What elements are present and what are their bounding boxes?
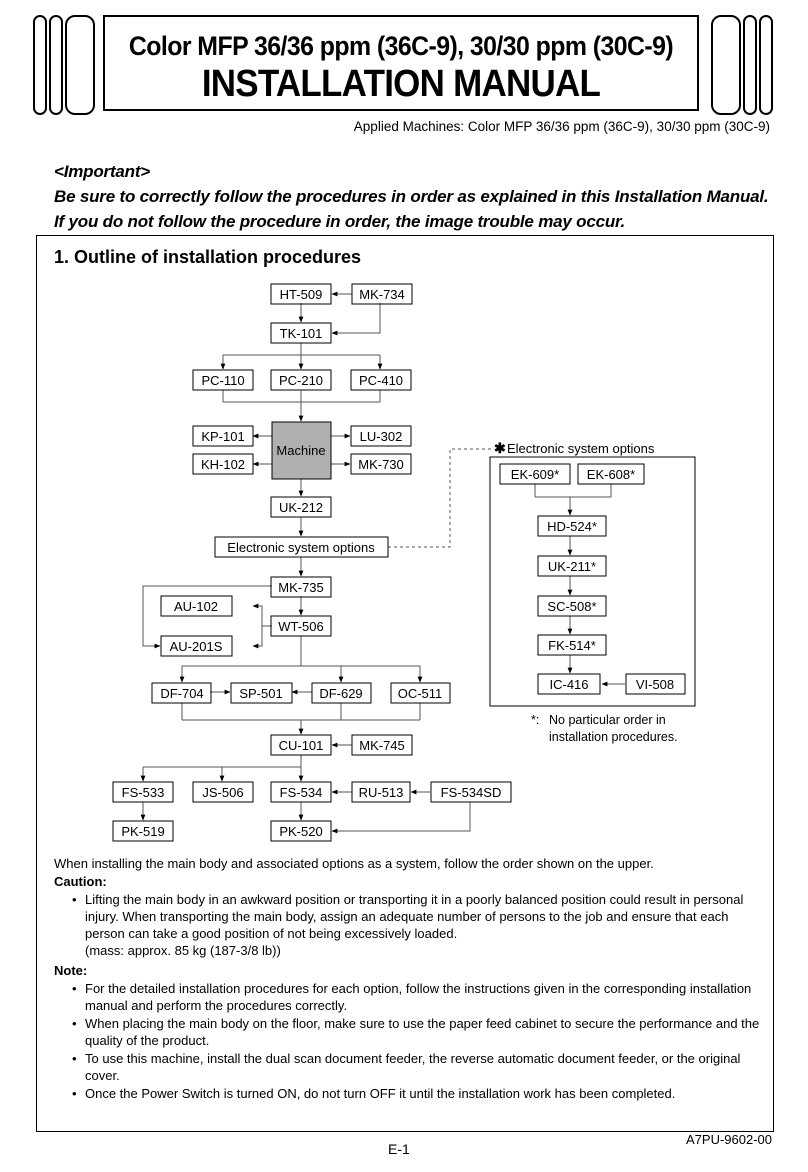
document-code: A7PU-9602-00 <box>686 1132 772 1147</box>
box-js-506: JS-506 <box>202 785 244 800</box>
box-kp-101: KP-101 <box>201 429 245 444</box>
box-tk-101: TK-101 <box>279 326 323 341</box>
box-oc-511: OC-511 <box>397 686 443 701</box>
box-ru-513: RU-513 <box>358 785 404 800</box>
box-mk-745: MK-745 <box>359 738 405 753</box>
important-heading: <Important> <box>54 162 151 181</box>
box-mk-735: MK-735 <box>278 580 324 595</box>
eso-note-line-1: No particular order in <box>549 713 666 727</box>
box-au-201s: AU-201S <box>169 639 223 654</box>
box-df-704: DF-704 <box>160 686 204 701</box>
box-pc-410: PC-410 <box>358 373 404 388</box>
document-title: INSTALLATION MANUAL <box>201 63 601 105</box>
box-sp-501: SP-501 <box>239 686 283 701</box>
important-line-2: If you do not follow the procedure in order, the image trouble may occur. <box>54 212 626 231</box>
box-kh-102: KH-102 <box>200 457 246 472</box>
box-pc-110: PC-110 <box>201 373 245 388</box>
box-au-102: AU-102 <box>173 599 219 614</box>
box-wt-506: WT-506 <box>278 619 324 634</box>
eso-note-line-2: installation procedures. <box>549 730 678 744</box>
intro-text: When installing the main body and associated options as a system, follow the order shown on the upper. <box>54 856 654 871</box>
applied-machines: Applied Machines: Color MFP 36/36 ppm (36C-9), 30/30 ppm (30C-9) <box>353 119 770 134</box>
box-pk-520: PK-520 <box>279 824 323 839</box>
box-uk-212: UK-212 <box>278 500 324 515</box>
caution-mass: (mass: approx. 85 kg (187-3/8 lb)) <box>85 943 281 958</box>
note-item-1: • For the detailed installation procedures for each option, follow the instructions given in the corresponding installation manual and perform the procedures correctly. <box>72 981 752 1013</box>
box-pc-210: PC-210 <box>278 373 324 388</box>
eso-box-uk-211: UK-211* <box>547 559 597 574</box>
eso-box-hd-524: HD-524* <box>547 519 597 534</box>
eso-box-ic-416: IC-416 <box>549 677 589 692</box>
bullet-dot: • <box>72 1016 77 1031</box>
box-machine: Machine <box>276 443 326 458</box>
eso-panel-title: Electronic system options <box>507 441 655 456</box>
box-mk-730: MK-730 <box>358 457 404 472</box>
eso-panel-star: ✱ <box>494 440 506 456</box>
box-fs-534sd: FS-534SD <box>440 785 502 800</box>
box-lu-302: LU-302 <box>359 429 403 444</box>
note-item-2: • When placing the main body on the floor, make sure to use the paper feed cabinet to secure the performance and the quality of the product. <box>72 1016 760 1048</box>
box-mk-734: MK-734 <box>359 287 405 302</box>
bullet-dot: • <box>72 1051 77 1066</box>
eso-box-fk-514: FK-514* <box>548 638 596 653</box>
caution-label: Caution: <box>54 874 107 889</box>
box-fs-534: FS-534 <box>279 785 323 800</box>
eso-note-mark: *: <box>531 713 540 727</box>
bullet-dot: • <box>72 892 77 907</box>
eso-box-ek-609: EK-609* <box>510 467 560 482</box>
box-electronic-system-options: Electronic system options <box>227 540 375 555</box>
box-ht-509: HT-509 <box>279 287 323 302</box>
important-line-1: Be sure to correctly follow the procedures in order as explained in this Installation Manual. <box>54 187 769 206</box>
box-fs-533: FS-533 <box>121 785 165 800</box>
note-item-3: • To use this machine, install the dual scan document feeder, the reverse automatic document feeder, or the original cover. <box>72 1051 741 1083</box>
eso-box-vi-508: VI-508 <box>635 677 675 692</box>
box-df-629: DF-629 <box>319 686 363 701</box>
box-pk-519: PK-519 <box>121 824 165 839</box>
eso-box-sc-508: SC-508* <box>547 599 597 614</box>
bullet-dot: • <box>72 1086 77 1101</box>
document-subtitle: Color MFP 36/36 ppm (36C-9), 30/30 ppm (30C-9) <box>128 31 674 61</box>
section-title: 1. Outline of installation procedures <box>54 247 362 267</box>
note-item-4: • Once the Power Switch is turned ON, do not turn OFF it until the installation work has been completed. <box>72 1086 676 1101</box>
bullet-dot: • <box>72 981 77 996</box>
page-number: E-1 <box>388 1141 410 1157</box>
note-label: Note: <box>54 963 88 978</box>
eso-box-ek-608: EK-608* <box>586 467 636 482</box>
box-cu-101: CU-101 <box>278 738 324 753</box>
caution-item-1: • Lifting the main body in an awkward position or transporting it in a poorly balanced position could result in personal injury. When transporting the main body, assign an adequate number of persons to the job and ensure that each person can take a good position of not being excessively loaded. <box>72 892 744 941</box>
